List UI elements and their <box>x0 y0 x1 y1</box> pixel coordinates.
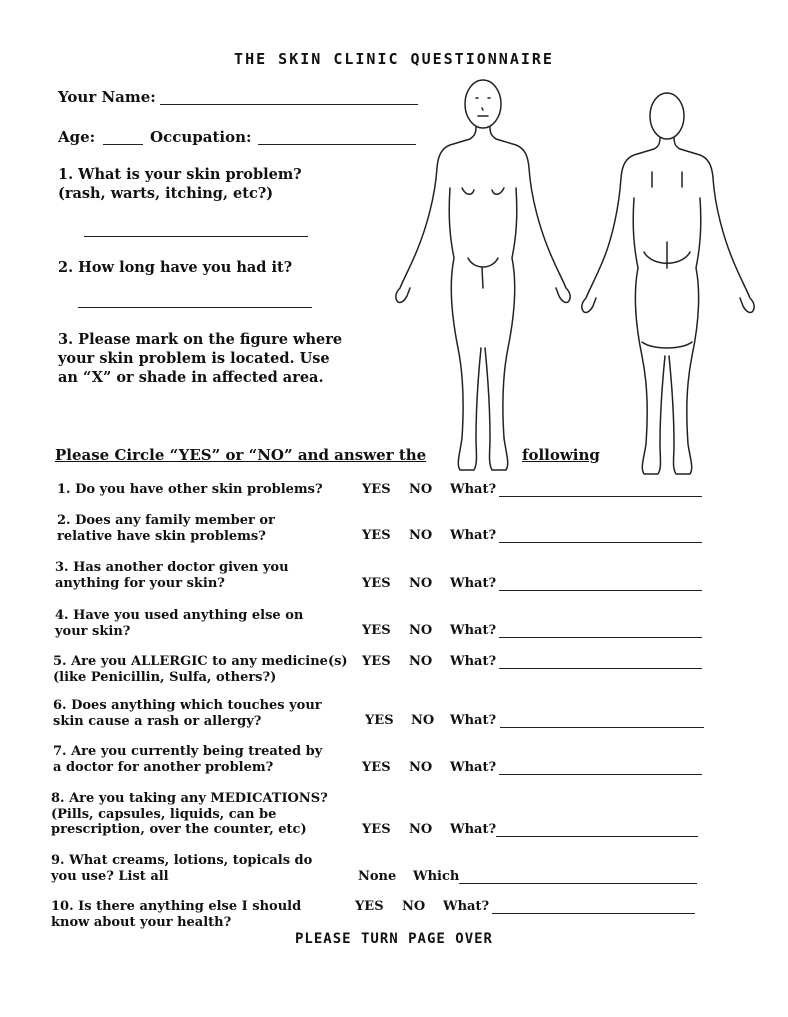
yn-question-10: 10. Is there anything else I should know about your health? <box>51 899 302 930</box>
no-option-7[interactable]: NO <box>409 760 433 775</box>
yes-option-1[interactable]: YES <box>362 482 391 497</box>
yn-question-9: 9. What creams, lotions, topicals do you use? List all <box>51 853 313 884</box>
what-field-7[interactable] <box>499 774 702 775</box>
no-option-4[interactable]: NO <box>409 623 433 638</box>
none-option-9[interactable]: None <box>358 869 397 884</box>
no-option-6[interactable]: NO <box>411 713 435 728</box>
age-label: Age: <box>58 128 96 146</box>
what-field-2[interactable] <box>499 542 702 543</box>
yes-option-10[interactable]: YES <box>355 899 384 914</box>
what-field-1[interactable] <box>499 496 702 497</box>
what-label-4: What? <box>450 623 497 638</box>
what-label-8: What? <box>450 822 497 837</box>
what-label-6: What? <box>450 713 497 728</box>
name-label: Your Name: <box>58 88 156 106</box>
what-field-5[interactable] <box>499 668 702 669</box>
what-label-1: What? <box>450 482 497 497</box>
yn-question-7: 7. Are you currently being treated by a doctor for another problem? <box>53 744 323 775</box>
what-field-10[interactable] <box>492 913 695 914</box>
yes-option-5[interactable]: YES <box>362 654 391 669</box>
age-field[interactable] <box>103 144 143 145</box>
occupation-label: Occupation: <box>150 128 252 146</box>
yn-question-3: 3. Has another doctor given you anything for your skin? <box>55 560 289 591</box>
yes-option-3[interactable]: YES <box>362 576 391 591</box>
yes-option-2[interactable]: YES <box>362 528 391 543</box>
yn-question-1: 1. Do you have other skin problems? <box>57 482 323 497</box>
what-field-6[interactable] <box>500 727 704 728</box>
what-label-7: What? <box>450 760 497 775</box>
no-option-5[interactable]: NO <box>409 654 433 669</box>
name-field[interactable] <box>160 104 418 105</box>
yes-option-7[interactable]: YES <box>362 760 391 775</box>
no-option-8[interactable]: NO <box>409 822 433 837</box>
body-figure-back[interactable] <box>582 92 760 477</box>
yes-option-6[interactable]: YES <box>365 713 394 728</box>
what-label-2: What? <box>450 528 497 543</box>
circle-instruction: Please Circle “YES” or “NO” and answer the <box>55 446 427 464</box>
no-option-10[interactable]: NO <box>402 899 426 914</box>
what-label-10: What? <box>443 899 490 914</box>
body-figure-front[interactable] <box>392 78 572 478</box>
question-2: 2. How long have you had it? <box>58 259 293 276</box>
yn-question-4: 4. Have you used anything else on your skin? <box>55 608 304 639</box>
what-field-8[interactable] <box>496 836 698 837</box>
yes-option-4[interactable]: YES <box>362 623 391 638</box>
yn-question-6: 6. Does anything which touches your skin cause a rash or allergy? <box>53 698 322 729</box>
yn-question-5: 5. Are you ALLERGIC to any medicine(s) (like Penicillin, Sulfa, others?) <box>53 654 348 685</box>
form-title: THE SKIN CLINIC QUESTIONNAIRE <box>234 50 554 68</box>
what-field-4[interactable] <box>499 637 702 638</box>
what-label-3: What? <box>450 576 497 591</box>
which-field-9[interactable] <box>459 883 697 884</box>
yes-option-8[interactable]: YES <box>362 822 391 837</box>
question-1: 1. What is your skin problem? (rash, warts, itching, etc?) <box>58 166 302 202</box>
circle-instruction-tail: following <box>522 446 600 464</box>
turn-page-notice: PLEASE TURN PAGE OVER <box>294 931 493 947</box>
no-option-1[interactable]: NO <box>409 482 433 497</box>
question-3: 3. Please mark on the figure where your skin problem is located. Use an “X” or shade in affected area. <box>58 331 343 386</box>
question-2-answer-line[interactable] <box>78 307 312 308</box>
what-label-5: What? <box>450 654 497 669</box>
question-1-answer-line[interactable] <box>84 236 308 237</box>
no-option-3[interactable]: NO <box>409 576 433 591</box>
yn-question-2: 2. Does any family member or relative have skin problems? <box>57 513 275 544</box>
yn-question-8: 8. Are you taking any MEDICATIONS? (Pills, capsules, liquids, can be prescription, over the counter, etc) <box>51 791 328 837</box>
which-label-9: Which <box>413 869 460 884</box>
no-option-2[interactable]: NO <box>409 528 433 543</box>
what-field-3[interactable] <box>499 590 702 591</box>
